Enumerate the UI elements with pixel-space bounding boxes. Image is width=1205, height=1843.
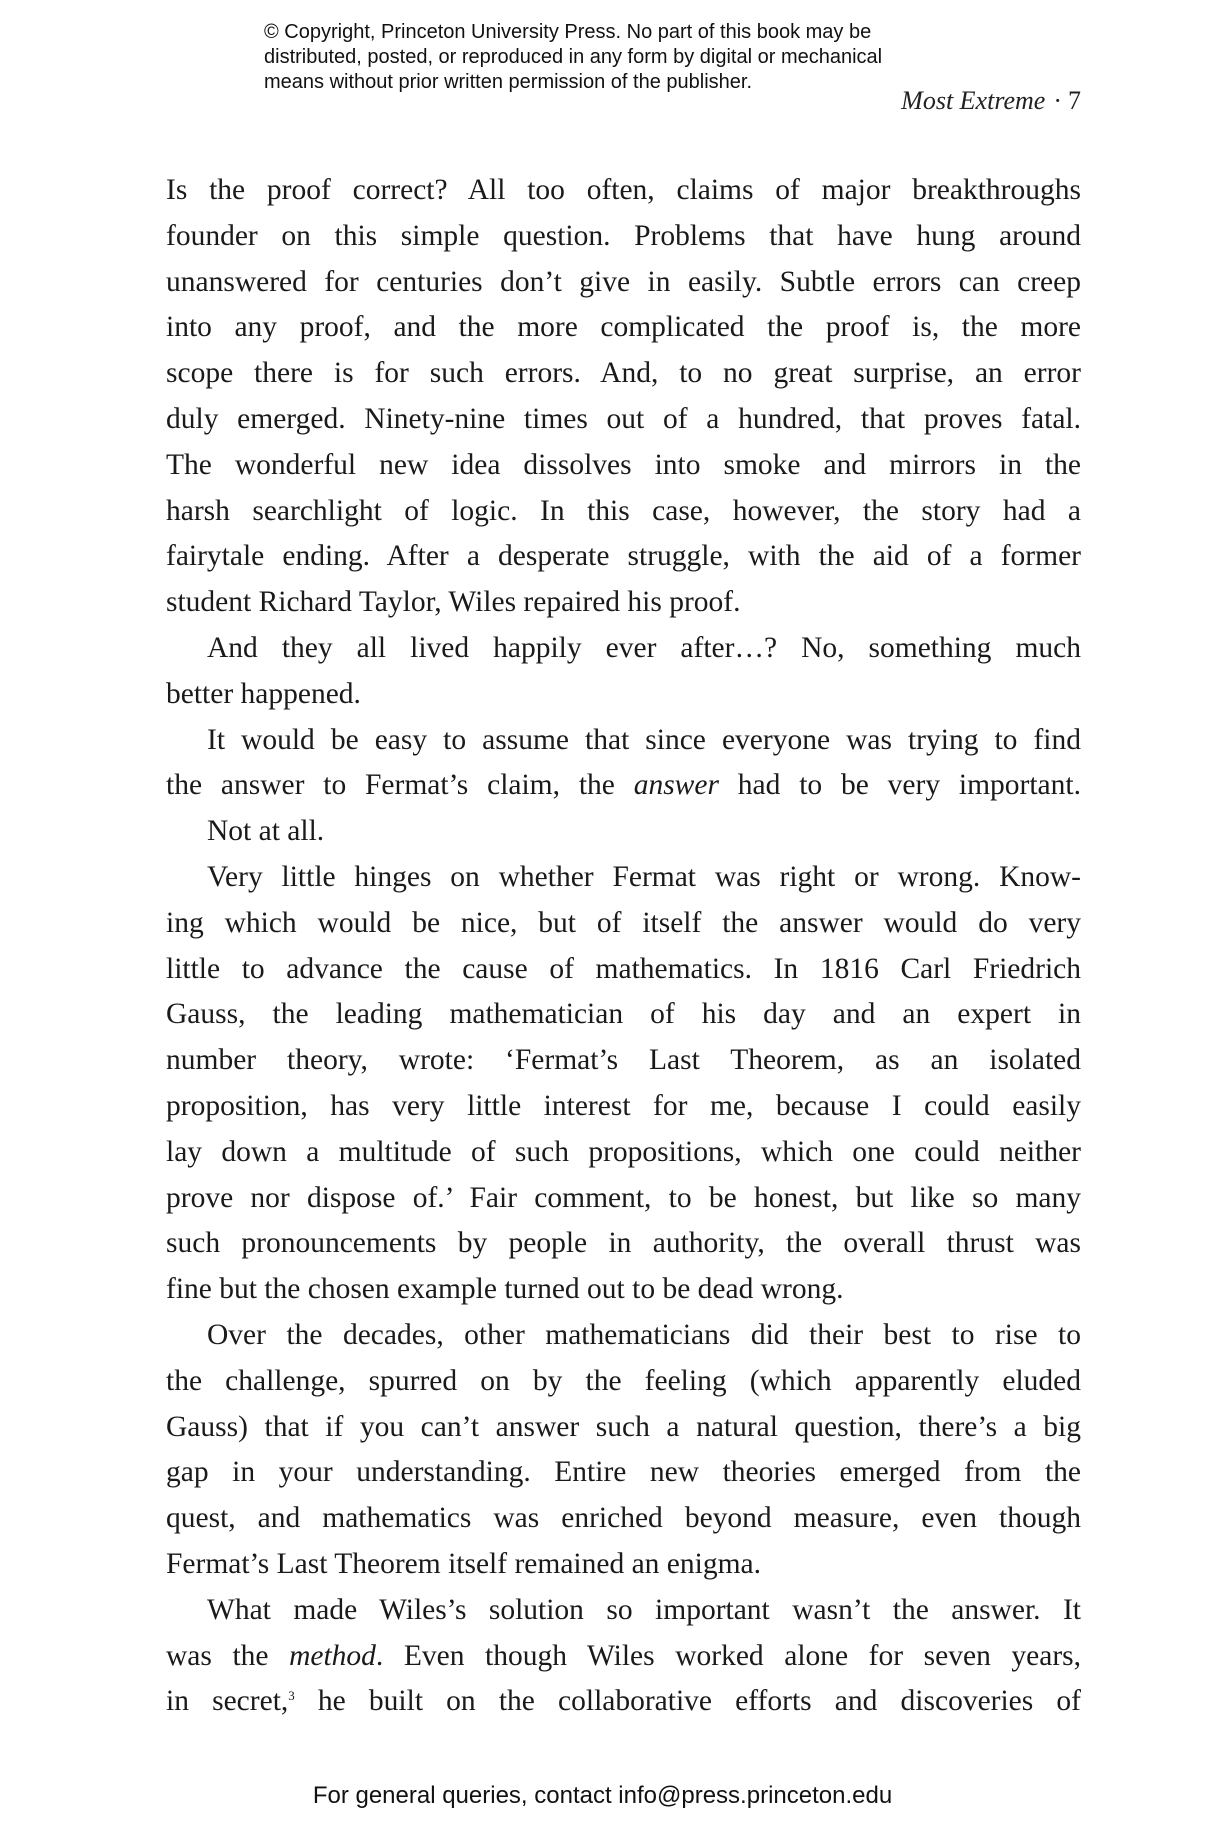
- text-line: The wonderful new idea dissolves into smoke and mirrors in the: [166, 448, 1081, 481]
- footer: For general queries, contact info@press.princeton.edu: [312, 1782, 893, 1809]
- text-line: prove nor dispose of.’ Fair comment, to be honest, but like so many: [166, 1181, 1081, 1214]
- text-line: It would be easy to assume that since everyone was trying to find: [207, 723, 1081, 756]
- separator: ·: [1053, 86, 1062, 115]
- copyright-line: © Copyright, Princeton University Press. No part of this book may be: [264, 21, 872, 43]
- paragraph: [166, 809, 1081, 855]
- text-line: fairytale ending. After a desperate struggle, with the aid of a former: [166, 540, 1081, 573]
- paragraph: [166, 718, 1081, 810]
- text-run: had to be very important.: [718, 769, 1081, 802]
- text-line: duly emerged. Ninety-nine times out of a hundred, that proves fatal.: [166, 402, 1081, 435]
- text-line: ing which would be nice, but of itself the answer would do very: [166, 906, 1081, 939]
- running-head: [901, 86, 1081, 116]
- text-line: Is the proof correct? All too often, claims of major breakthroughs: [166, 174, 1081, 206]
- copyright-line: distributed, posted, or reproduced in any form by digital or mechanical: [264, 46, 883, 68]
- text-line: Gauss) that if you can’t answer such a natural question, there’s a big: [166, 1410, 1081, 1443]
- text-run: . Even though Wiles worked alone for seven years,: [375, 1639, 1081, 1672]
- text-run: in secret,: [166, 1685, 289, 1718]
- text-line: lay down a multitude of such propositions, which one could neither: [166, 1135, 1081, 1168]
- body-text: [166, 168, 1081, 1725]
- text-line: number theory, wrote: ‘Fermat’s Last Theorem, as an isolated: [166, 1044, 1081, 1077]
- text-line: Over the decades, other mathematicians did their best to rise to: [207, 1318, 1081, 1351]
- text-line: the challenge, spurred on by the feeling (which apparently eluded: [166, 1364, 1081, 1397]
- paragraph: [166, 1588, 1081, 1725]
- text-line: quest, and mathematics was enriched beyond measure, even though: [166, 1502, 1081, 1535]
- text-line: Not at all.: [207, 815, 325, 848]
- text-line: student Richard Taylor, Wiles repaired his proof.: [166, 586, 741, 619]
- text-line: [166, 1634, 1081, 1680]
- text-line: Very little hinges on whether Fermat was right or wrong. Know-: [207, 860, 1081, 893]
- text-run: he built on the collaborative efforts and discoveries of: [294, 1685, 1081, 1718]
- paragraph: [166, 168, 1081, 626]
- text-line: And they all lived happily ever after…? No, something much: [207, 631, 1081, 664]
- text-line: Fermat’s Last Theorem itself remained an enigma.: [166, 1547, 761, 1580]
- emphasis: answer: [633, 769, 719, 802]
- text-line: proposition, has very little interest for me, because I could easily: [166, 1089, 1081, 1122]
- text-line: founder on this simple question. Problems that have hung around: [166, 219, 1081, 252]
- chapter-title: Most Extreme: [901, 86, 1046, 115]
- text-line: [166, 1679, 1081, 1725]
- page-number: 7: [1068, 86, 1081, 115]
- copyright-line: means without prior written permission of the publisher.: [264, 71, 753, 93]
- text-line: into any proof, and the more complicated the proof is, the more: [166, 311, 1081, 344]
- text-line: [166, 763, 1081, 809]
- emphasis: method: [289, 1639, 376, 1672]
- paragraph: [166, 1313, 1081, 1588]
- paragraph: [166, 626, 1081, 718]
- text-line: Gauss, the leading mathematician of his day and an expert in: [166, 998, 1081, 1031]
- text-run: the answer to Fermat’s claim, the: [166, 769, 634, 802]
- text-line: better happened.: [166, 677, 361, 710]
- paragraph: [166, 855, 1081, 1313]
- text-line: unanswered for centuries don’t give in easily. Subtle errors can creep: [166, 265, 1081, 298]
- copyright-notice: [264, 20, 1024, 95]
- text-line: gap in your understanding. Entire new theories emerged from the: [166, 1456, 1081, 1489]
- text-run: was the: [166, 1639, 290, 1672]
- text-line: little to advance the cause of mathematics. In 1816 Carl Friedrich: [166, 952, 1081, 985]
- text-line: harsh searchlight of logic. In this case, however, the story had a: [166, 494, 1081, 527]
- text-line: What made Wiles’s solution so important wasn’t the answer. It: [207, 1593, 1081, 1626]
- text-line: such pronouncements by people in authority, the overall thrust was: [166, 1227, 1081, 1260]
- text-line: scope there is for such errors. And, to no great surprise, an error: [166, 357, 1081, 390]
- footnote-marker[interactable]: 3: [288, 1688, 295, 1704]
- text-line: fine but the chosen example turned out to be dead wrong.: [166, 1273, 844, 1306]
